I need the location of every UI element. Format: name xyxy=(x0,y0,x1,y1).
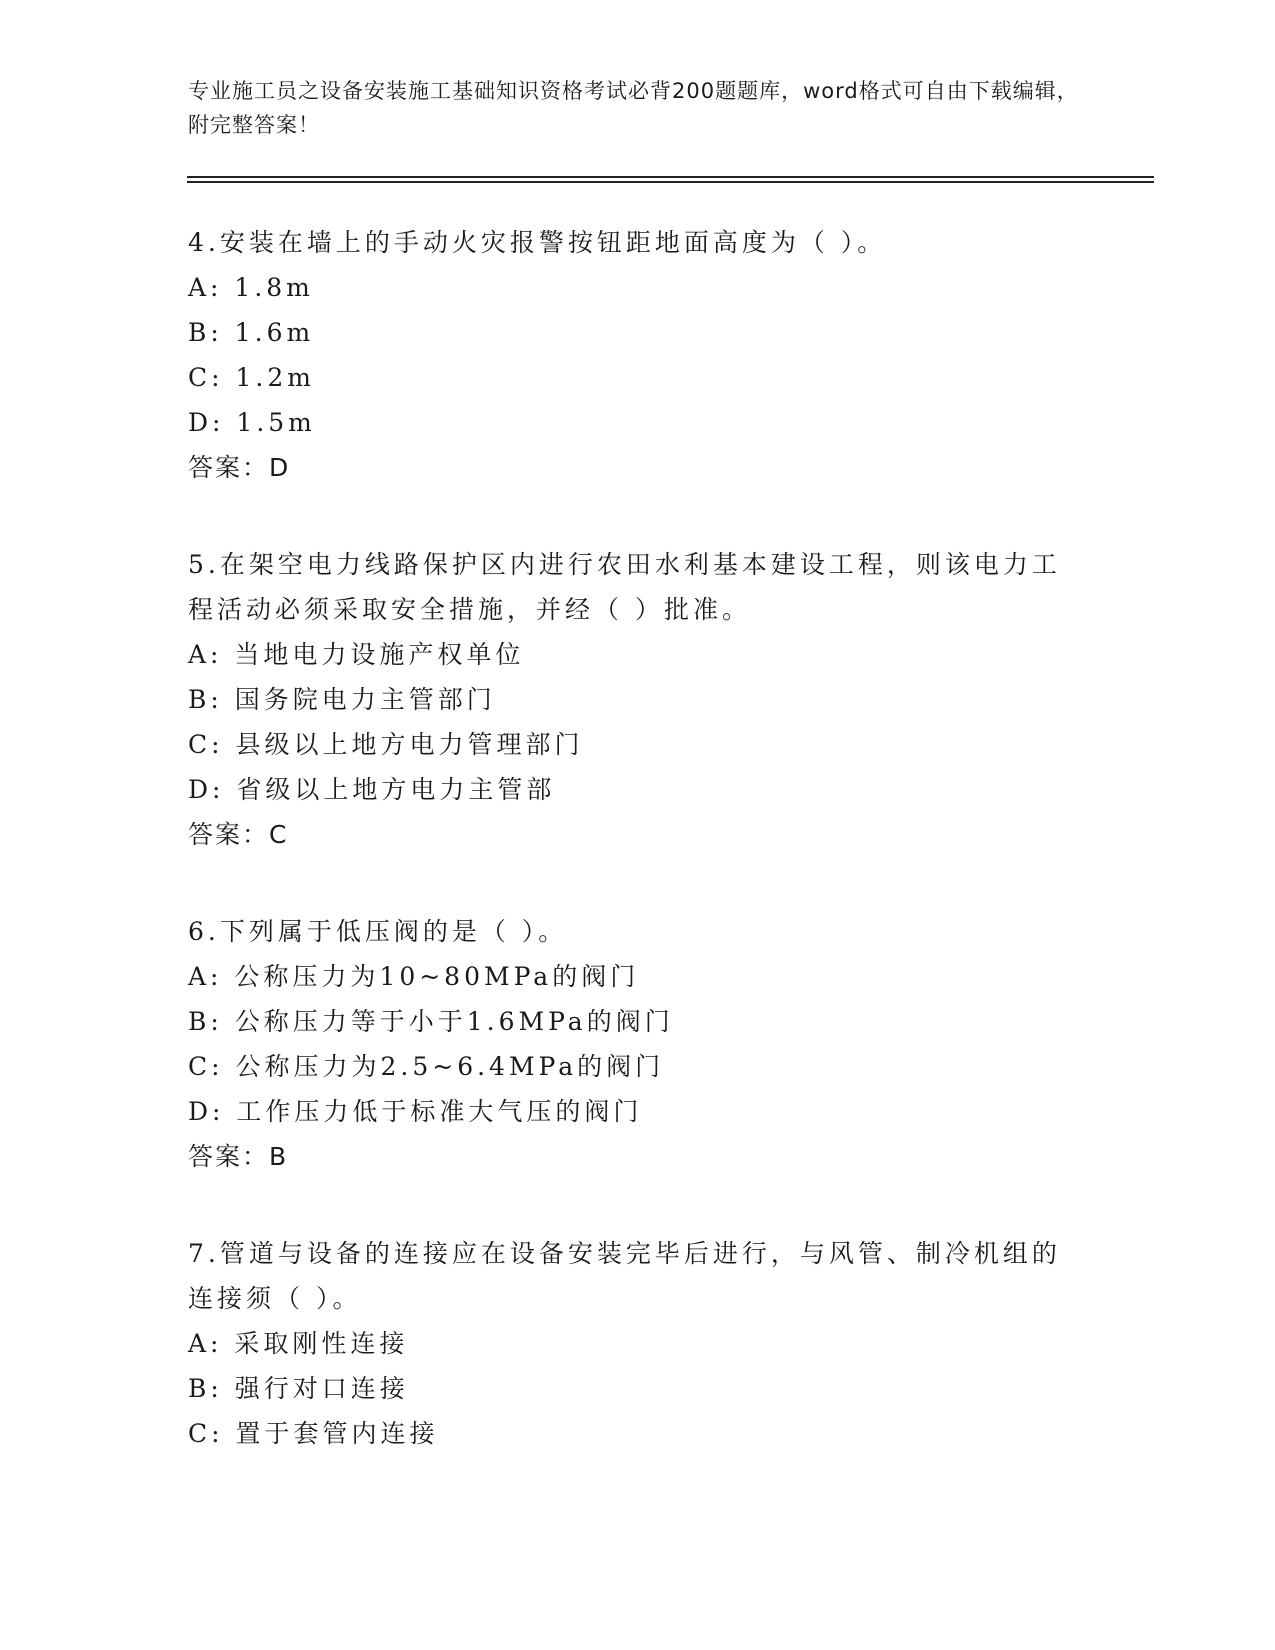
option-b: B: 1.6m xyxy=(188,318,315,347)
document-header: 专业施工员之设备安装施工基础知识资格考试必背200题题库，word格式可自由下载编辑，附完整答案！ xyxy=(188,79,1079,137)
option-c: C: 县级以上地方电力管理部门 xyxy=(188,730,584,759)
question-7 xyxy=(188,1231,1088,1456)
question-5 xyxy=(188,542,1088,857)
answer: 答案：C xyxy=(188,820,289,849)
question-stem: 5.在架空电力线路保护区内进行农田水利基本建设工程，则该电力工程活动必须采取安全措施，并经（ ）批准。 xyxy=(188,550,1061,624)
question-4 xyxy=(188,220,1088,490)
answer: 答案：D xyxy=(188,453,291,482)
option-a: A: 公称压力为10~80MPa的阀门 xyxy=(188,962,640,991)
option-b: B: 公称压力等于小于1.6MPa的阀门 xyxy=(188,1007,674,1036)
option-d: D: 1.5m xyxy=(188,408,316,437)
option-a: A: 1.8m xyxy=(188,273,314,302)
option-b: B: 强行对口连接 xyxy=(188,1374,409,1403)
option-b: B: 国务院电力主管部门 xyxy=(188,685,496,714)
option-d: D: 工作压力低于标准大气压的阀门 xyxy=(188,1097,643,1126)
question-stem: 6.下列属于低压阀的是（ ）。 xyxy=(188,917,568,946)
question-list xyxy=(188,220,1088,1508)
option-a: A: 当地电力设施产权单位 xyxy=(188,640,525,669)
question-stem: 4.安装在墙上的手动火灾报警按钮距地面高度为（ ）。 xyxy=(188,228,887,257)
answer: 答案：B xyxy=(188,1142,289,1171)
option-c: C: 1.2m xyxy=(188,363,315,392)
header-divider-top xyxy=(187,176,1154,178)
question-stem: 7.管道与设备的连接应在设备安装完毕后进行，与风管、制冷机组的连接须（ ）。 xyxy=(188,1239,1061,1313)
option-c: C: 置于套管内连接 xyxy=(188,1419,439,1448)
option-a: A: 采取刚性连接 xyxy=(188,1329,409,1358)
option-d: D: 省级以上地方电力主管部 xyxy=(188,775,556,804)
question-6 xyxy=(188,909,1088,1179)
header-divider-bottom xyxy=(187,181,1154,183)
option-c: C: 公称压力为2.5~6.4MPa的阀门 xyxy=(188,1052,665,1081)
